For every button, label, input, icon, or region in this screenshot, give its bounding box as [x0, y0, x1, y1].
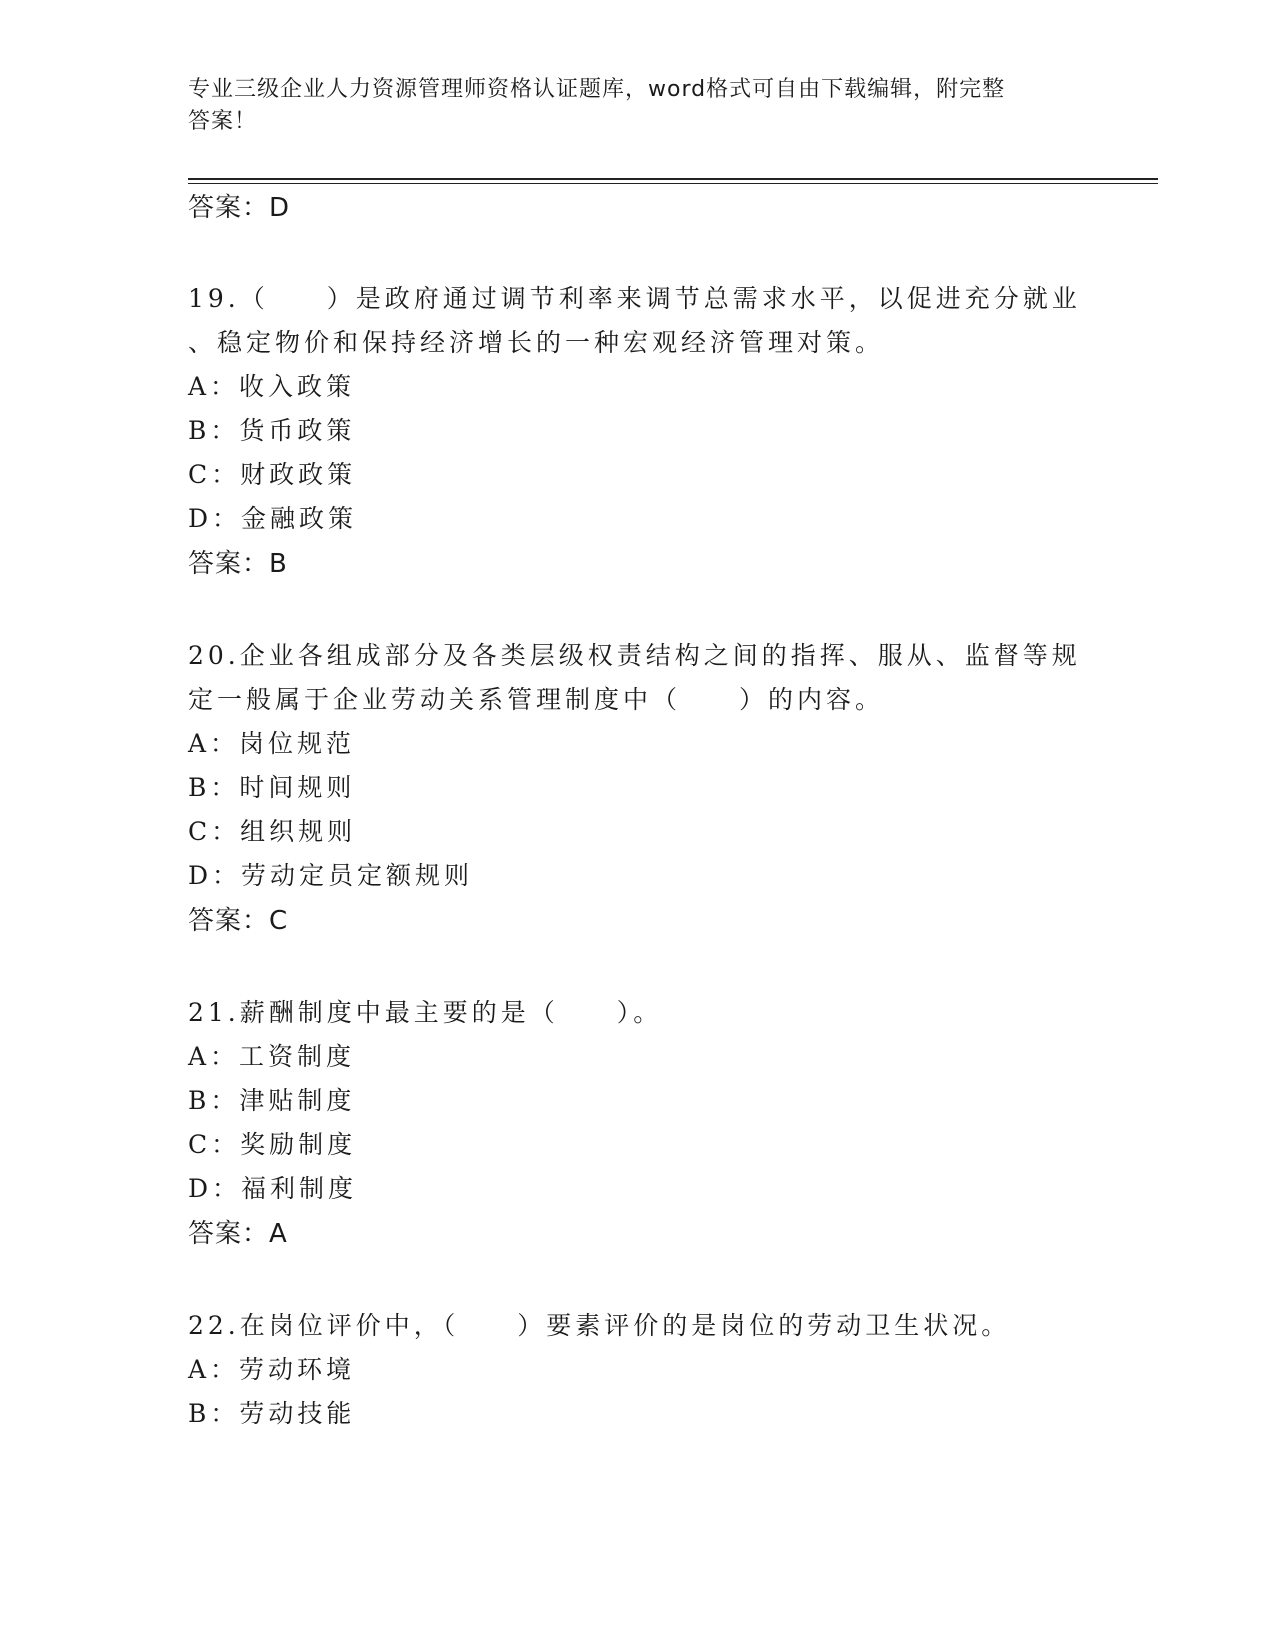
question-20-option-c: C：组织规则 [188, 817, 357, 846]
question-20-line-1: 20.企业各组成部分及各类层级权责结构之间的指挥、服从、监督等规 [188, 641, 1081, 670]
header-rule-thin [188, 183, 1158, 184]
question-20-line-2: 定一般属于企业劳动关系管理制度中（ ）的内容。 [188, 685, 885, 714]
header-rule-thick [188, 178, 1158, 180]
question-21-line-1: 21.薪酬制度中最主要的是（ ）。 [188, 998, 663, 1027]
question-19-answer: 答案：B [188, 549, 288, 579]
question-21-option-b: B：津贴制度 [188, 1086, 356, 1115]
header-line-2: 答案！ [188, 109, 258, 134]
question-21-option-d: D：福利制度 [188, 1174, 358, 1203]
question-22-line-1: 22.在岗位评价中，（ ）要素评价的是岗位的劳动卫生状况。 [188, 1311, 1011, 1340]
question-22-option-b: B：劳动技能 [188, 1399, 356, 1428]
question-21-option-c: C：奖励制度 [188, 1130, 357, 1159]
question-20-option-a: A：岗位规范 [188, 729, 356, 758]
page-header [188, 74, 1068, 138]
question-22-option-a: A：劳动环境 [188, 1355, 356, 1384]
question-20-option-b: B：时间规则 [188, 773, 356, 802]
question-19-option-d: D：金融政策 [188, 504, 358, 533]
question-21-answer: 答案：A [188, 1219, 288, 1249]
previous-answer: 答案：D [188, 193, 291, 223]
question-19-option-c: C：财政政策 [188, 460, 357, 489]
question-19-option-a: A：收入政策 [188, 372, 356, 401]
header-line-1: 专业三级企业人力资源管理师资格认证题库，word格式可自由下载编辑，附完整 [188, 77, 1006, 102]
question-19-option-b: B：货币政策 [188, 416, 356, 445]
question-20-answer: 答案：C [188, 906, 289, 936]
question-19-line-1: 19.（ ）是政府通过调节利率来调节总需求水平，以促进充分就业 [188, 284, 1081, 313]
question-20-option-d: D：劳动定员定额规则 [188, 861, 474, 890]
question-19-line-2: 、稳定物价和保持经济增长的一种宏观经济管理对策。 [188, 328, 885, 357]
question-21-option-a: A：工资制度 [188, 1042, 356, 1071]
